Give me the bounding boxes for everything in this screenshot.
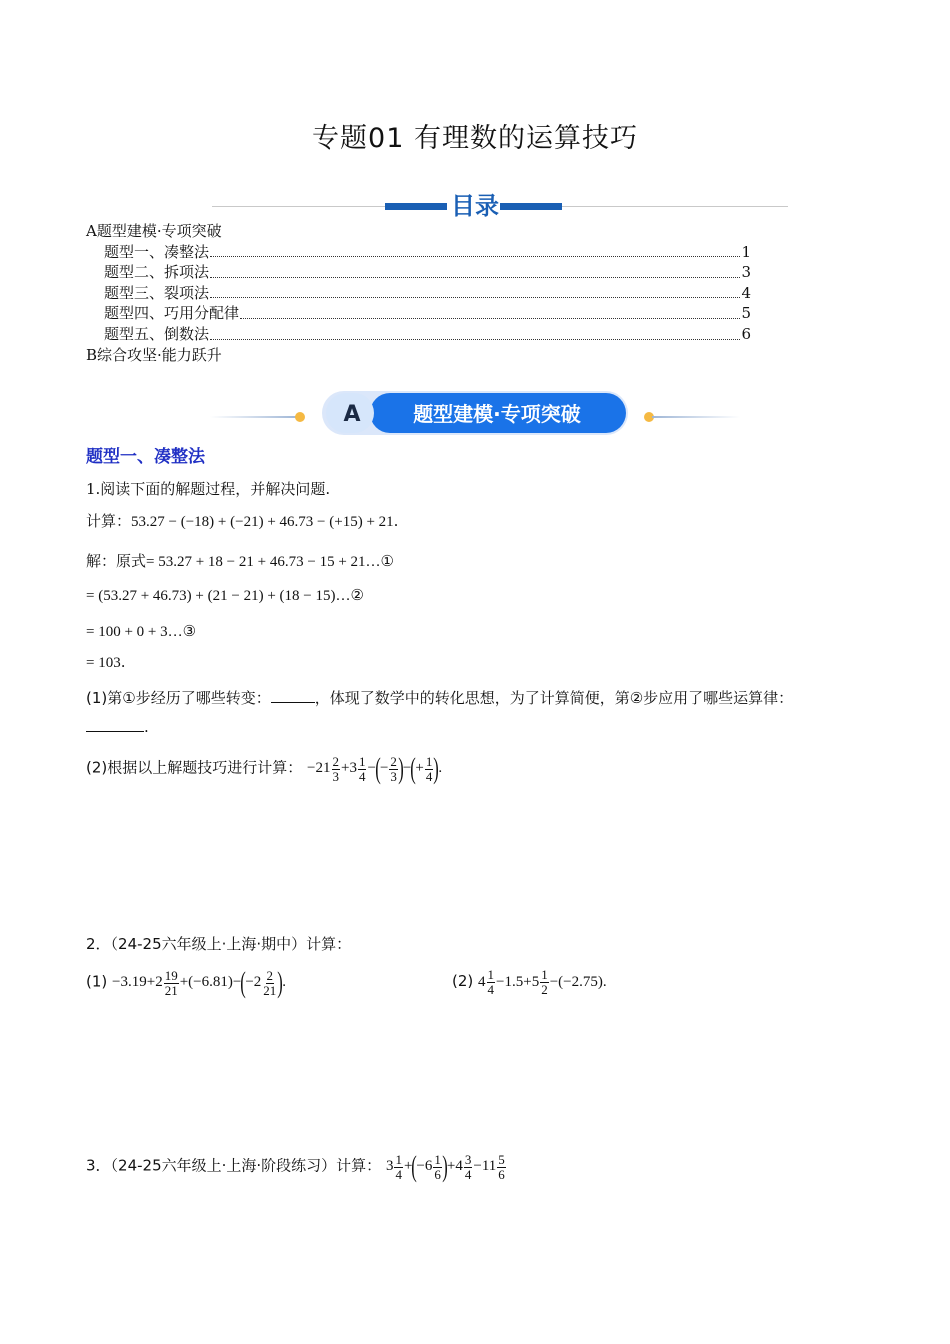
- banner-text: 题型建模·专项突破: [413, 402, 581, 426]
- q1-calc: 计算：53.27 − (−18) + (−21) + 46.73 − (+15) + 21.: [86, 512, 399, 530]
- banner-dot-left: [295, 412, 305, 422]
- q1-calc-label: 计算：: [86, 512, 132, 530]
- q1-step4-expr: = 103: [86, 655, 121, 671]
- q1-part2-label: (2)根据以上解题技巧进行计算：: [86, 758, 303, 777]
- q2-p1-label: (1): [86, 972, 108, 991]
- q2-p2-expr: 4 $\frac{1}{4}$ −1.5+5 $\frac{1}{2}$ −(−2.75).: [478, 967, 607, 997]
- toc-item-label: 题型二、拆项法: [104, 263, 210, 282]
- q1-part2: [86, 754, 442, 784]
- toc-item-label: 题型一、凑整法: [104, 242, 210, 261]
- toc-item-label: 题型五、倒数法: [104, 324, 210, 343]
- q1-step2: = (53.27 + 46.73) + (21 − 21) + (18 − 15)…②: [86, 588, 364, 604]
- section-banner: [200, 389, 750, 439]
- toc-item-label: 题型三、裂项法: [104, 283, 210, 302]
- q1-step4: = 103.: [86, 653, 126, 671]
- q1-intro: 1.阅读下面的解题过程，并解决问题.: [86, 480, 331, 498]
- answer-blank-2[interactable]: [86, 731, 144, 732]
- toc-item-page: 1: [741, 242, 751, 261]
- q1-part2-expr: −21 $\frac{2}{3}$ +3 $\frac{1}{4}$ −(− $\frac{2}{3}$ )−(+ $\frac{1}{4}$ ).: [307, 752, 443, 785]
- toc-leader: [240, 303, 740, 319]
- toc-section-a[interactable]: A题型建模·专项突破: [86, 222, 222, 240]
- toc-item[interactable]: [86, 324, 751, 345]
- q1-part1-a: (1)第①步经历了哪些转变：: [86, 689, 271, 707]
- section-heading: 题型一、凑整法: [86, 447, 205, 467]
- toc-heading: 目录: [451, 192, 499, 220]
- banner-letter: A: [343, 402, 361, 427]
- toc-leader: [210, 242, 740, 258]
- toc-leader: [210, 262, 740, 278]
- q1-calc-expr: 53.27 − (−18) + (−21) + 46.73 − (+15) + 21: [131, 514, 394, 530]
- toc-item[interactable]: [86, 283, 751, 304]
- q1-part1: [86, 687, 793, 708]
- q1-step1: [86, 550, 394, 571]
- answer-blank-1[interactable]: [271, 702, 315, 703]
- q2-p2-label: (2): [452, 971, 474, 990]
- q1-sol-label: 解：原式: [86, 552, 147, 570]
- toc-item[interactable]: [86, 242, 751, 263]
- q1-step3: = 100 + 0 + 3…③: [86, 624, 197, 640]
- q2-intro: 2．（24-25六年级上·上海·期中）计算：: [86, 935, 352, 953]
- q3-expr: 3 $\frac{1}{4}$ +(−6 $\frac{1}{6}$ )+4 $\frac{3}{4}$ −11 $\frac{5}{6}$: [385, 1150, 505, 1183]
- toc-section-b[interactable]: B综合攻坚·能力跃升: [86, 345, 222, 364]
- toc-item-label: 题型四、巧用分配律: [104, 304, 240, 323]
- toc-item-page: 6: [741, 324, 751, 343]
- page-title: 专题01 有理数的运算技巧: [312, 123, 638, 154]
- banner-line-right: [652, 416, 740, 418]
- q2-part1: [86, 968, 286, 998]
- toc-item[interactable]: [86, 262, 751, 283]
- q2-p1-expr: −3.19+2 $\frac{19}{21}$ +(−6.81)−(−2 $\frac{2}{21}$ ).: [112, 966, 287, 999]
- toc-leader: [210, 324, 740, 340]
- table-of-contents: [86, 221, 751, 365]
- toc-item-page: 3: [741, 263, 751, 282]
- q1-part1-b: ，体现了数学中的转化思想，为了计算简便，第②步应用了哪些运算律：: [314, 689, 794, 707]
- q2-part2: [452, 968, 607, 997]
- toc-item-page: 4: [741, 283, 751, 302]
- banner-line-left: [210, 416, 298, 418]
- q1-part1-cont: .: [86, 718, 149, 736]
- q3-intro: 3．（24-25六年级上·上海·阶段练习）计算：: [86, 1156, 382, 1175]
- toc-item-page: 5: [741, 304, 751, 323]
- toc-leader: [210, 283, 740, 299]
- toc-item[interactable]: [86, 303, 751, 324]
- q1-step1-expr: = 53.27 + 18 − 21 + 46.73 − 15 + 21…①: [146, 554, 394, 570]
- q3: [86, 1152, 507, 1182]
